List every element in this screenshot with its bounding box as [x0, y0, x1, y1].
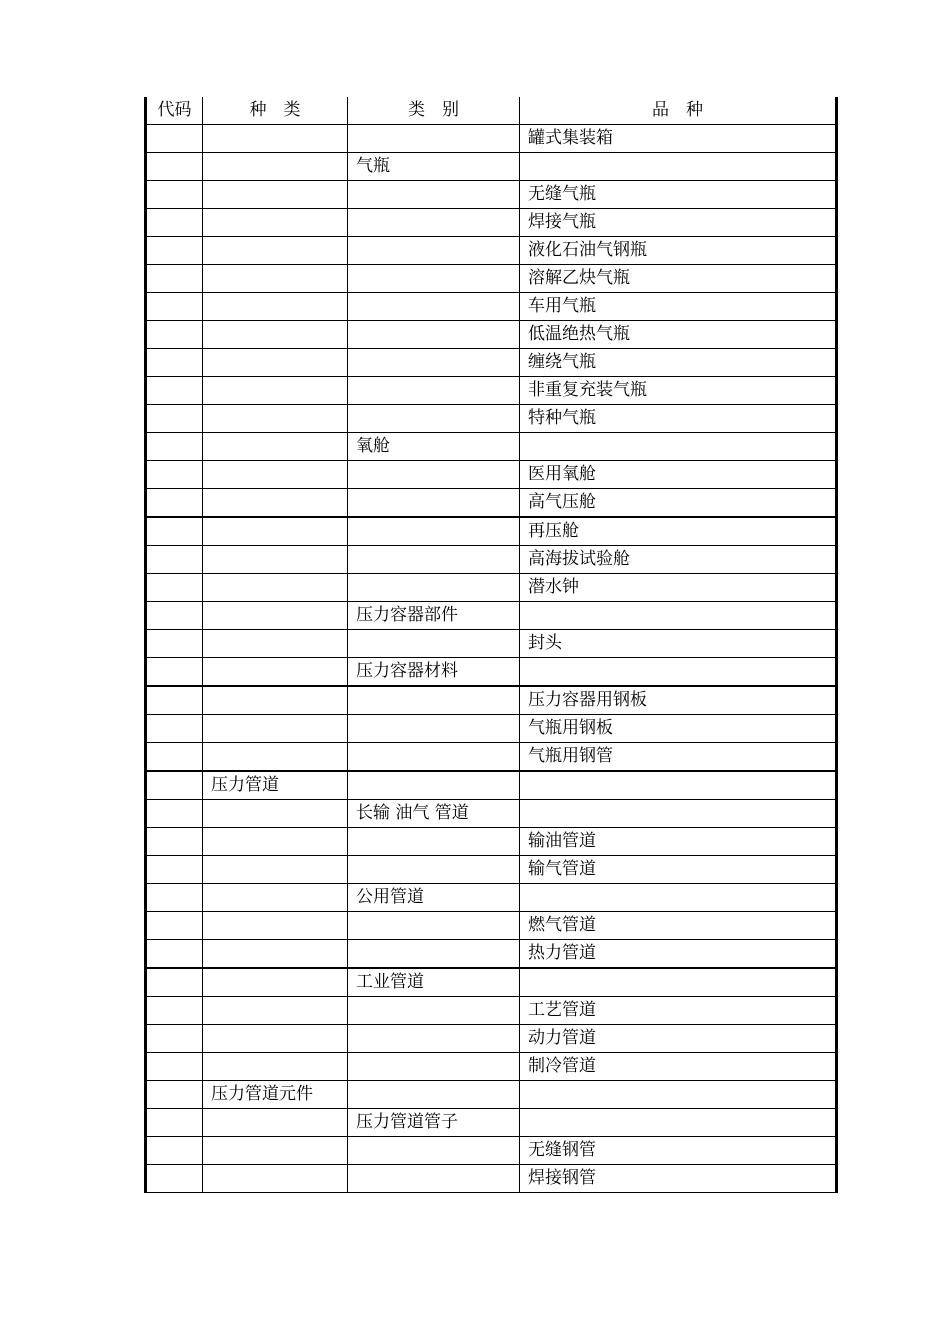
cell-category: [348, 630, 520, 658]
table-row: [146, 686, 837, 715]
cell-category: [348, 771, 520, 800]
cell-code: [146, 1109, 203, 1137]
cell-kind: [203, 1025, 348, 1053]
cell-category: [348, 321, 520, 349]
table-row: [146, 574, 837, 602]
cell-variety: 压力容器用钢板: [520, 686, 837, 715]
cell-kind: [203, 743, 348, 772]
cell-kind: [203, 153, 348, 181]
cell-variety: 再压舱: [520, 517, 837, 546]
table-row: [146, 321, 837, 349]
cell-code: [146, 433, 203, 461]
cell-variety: 输油管道: [520, 828, 837, 856]
cell-category: 压力容器部件: [348, 602, 520, 630]
cell-code: [146, 1081, 203, 1109]
header-row: [146, 97, 837, 125]
cell-code: [146, 293, 203, 321]
cell-kind: [203, 686, 348, 715]
cell-kind: [203, 630, 348, 658]
table-row: [146, 912, 837, 940]
cell-kind: [203, 968, 348, 997]
cell-kind: 压力管道: [203, 771, 348, 800]
table-row: [146, 265, 837, 293]
cell-variety: 动力管道: [520, 1025, 837, 1053]
table-row: [146, 715, 837, 743]
cell-kind: [203, 349, 348, 377]
cell-code: [146, 153, 203, 181]
cell-variety: 罐式集装箱: [520, 125, 837, 153]
cell-code: [146, 1053, 203, 1081]
cell-variety: 无缝钢管: [520, 1137, 837, 1165]
table-row: [146, 1053, 837, 1081]
cell-kind: [203, 828, 348, 856]
cell-code: [146, 377, 203, 405]
cell-category: [348, 405, 520, 433]
cell-variety: 制冷管道: [520, 1053, 837, 1081]
table-row: [146, 630, 837, 658]
table-row: [146, 153, 837, 181]
cell-variety: 气瓶用钢管: [520, 743, 837, 772]
cell-code: [146, 630, 203, 658]
cell-variety: [520, 602, 837, 630]
cell-code: [146, 658, 203, 687]
table-row: [146, 181, 837, 209]
cell-kind: [203, 125, 348, 153]
cell-kind: [203, 517, 348, 546]
cell-category: [348, 686, 520, 715]
cell-kind: [203, 433, 348, 461]
cell-variety: [520, 153, 837, 181]
cell-code: [146, 686, 203, 715]
cell-category: 压力容器材料: [348, 658, 520, 687]
cell-category: [348, 1081, 520, 1109]
cell-kind: [203, 293, 348, 321]
table-row: [146, 293, 837, 321]
cell-category: [348, 1053, 520, 1081]
cell-category: [348, 125, 520, 153]
cell-kind: [203, 1109, 348, 1137]
cell-category: [348, 209, 520, 237]
cell-variety: 医用氧舱: [520, 461, 837, 489]
cell-code: [146, 968, 203, 997]
header-variety: 品 种: [520, 97, 837, 125]
table-row: [146, 1137, 837, 1165]
cell-code: [146, 349, 203, 377]
cell-category: [348, 489, 520, 518]
table-row: [146, 800, 837, 828]
cell-variety: 特种气瓶: [520, 405, 837, 433]
cell-category: [348, 828, 520, 856]
cell-code: [146, 1137, 203, 1165]
cell-kind: [203, 800, 348, 828]
cell-category: [348, 293, 520, 321]
cell-kind: [203, 912, 348, 940]
table-row: [146, 209, 837, 237]
table-row: [146, 489, 837, 518]
cell-category: [348, 349, 520, 377]
cell-code: [146, 265, 203, 293]
cell-kind: [203, 884, 348, 912]
table-row: [146, 125, 837, 153]
cell-category: [348, 377, 520, 405]
cell-variety: [520, 800, 837, 828]
cell-variety: [520, 658, 837, 687]
cell-kind: [203, 940, 348, 969]
cell-category: 工业管道: [348, 968, 520, 997]
cell-variety: [520, 1081, 837, 1109]
cell-variety: 缠绕气瓶: [520, 349, 837, 377]
table-row: [146, 658, 837, 687]
cell-kind: [203, 1053, 348, 1081]
cell-code: [146, 209, 203, 237]
table-row: [146, 940, 837, 969]
cell-category: [348, 265, 520, 293]
cell-variety: 封头: [520, 630, 837, 658]
cell-variety: [520, 884, 837, 912]
table-row: [146, 771, 837, 800]
table-row: [146, 1109, 837, 1137]
table-row: [146, 1165, 837, 1193]
cell-variety: 溶解乙炔气瓶: [520, 265, 837, 293]
cell-category: [348, 181, 520, 209]
cell-category: 氧舱: [348, 433, 520, 461]
table-row: [146, 884, 837, 912]
header-category: 类 别: [348, 97, 520, 125]
cell-kind: [203, 181, 348, 209]
cell-category: [348, 546, 520, 574]
cell-category: [348, 856, 520, 884]
cell-variety: [520, 433, 837, 461]
cell-code: [146, 461, 203, 489]
table-row: [146, 602, 837, 630]
cell-category: 气瓶: [348, 153, 520, 181]
cell-category: [348, 912, 520, 940]
cell-variety: 低温绝热气瓶: [520, 321, 837, 349]
cell-kind: [203, 856, 348, 884]
cell-variety: 液化石油气钢瓶: [520, 237, 837, 265]
table-row: [146, 237, 837, 265]
cell-category: [348, 1137, 520, 1165]
cell-variety: 焊接钢管: [520, 1165, 837, 1193]
cell-code: [146, 181, 203, 209]
table-row: [146, 546, 837, 574]
cell-variety: 车用气瓶: [520, 293, 837, 321]
cell-category: [348, 1025, 520, 1053]
header-code: 代码: [146, 97, 203, 125]
cell-kind: [203, 405, 348, 433]
cell-kind: [203, 658, 348, 687]
cell-kind: [203, 997, 348, 1025]
cell-kind: [203, 265, 348, 293]
cell-variety: 工艺管道: [520, 997, 837, 1025]
cell-code: [146, 884, 203, 912]
table-row: [146, 405, 837, 433]
table-row: [146, 997, 837, 1025]
cell-kind: [203, 489, 348, 518]
table-row: [146, 856, 837, 884]
cell-code: [146, 517, 203, 546]
table-row: [146, 433, 837, 461]
table-row: [146, 517, 837, 546]
table-row: [146, 968, 837, 997]
cell-variety: 输气管道: [520, 856, 837, 884]
cell-variety: 燃气管道: [520, 912, 837, 940]
cell-code: [146, 940, 203, 969]
cell-code: [146, 237, 203, 265]
cell-category: [348, 1165, 520, 1193]
cell-kind: [203, 1137, 348, 1165]
cell-code: [146, 912, 203, 940]
cell-variety: 无缝气瓶: [520, 181, 837, 209]
cell-kind: [203, 1165, 348, 1193]
cell-code: [146, 715, 203, 743]
cell-variety: 非重复充装气瓶: [520, 377, 837, 405]
cell-kind: [203, 461, 348, 489]
cell-kind: 压力管道元件: [203, 1081, 348, 1109]
cell-category: [348, 574, 520, 602]
cell-code: [146, 1165, 203, 1193]
header-kind: 种 类: [203, 97, 348, 125]
cell-variety: 热力管道: [520, 940, 837, 969]
cell-variety: 气瓶用钢板: [520, 715, 837, 743]
table-row: [146, 743, 837, 772]
cell-category: [348, 461, 520, 489]
cell-code: [146, 546, 203, 574]
cell-kind: [203, 574, 348, 602]
table-row: [146, 349, 837, 377]
cell-code: [146, 856, 203, 884]
cell-kind: [203, 546, 348, 574]
cell-kind: [203, 209, 348, 237]
cell-variety: [520, 968, 837, 997]
cell-category: 压力管道管子: [348, 1109, 520, 1137]
cell-code: [146, 574, 203, 602]
category-table: [144, 97, 838, 1193]
cell-category: [348, 997, 520, 1025]
cell-kind: [203, 602, 348, 630]
cell-code: [146, 1025, 203, 1053]
table-row: [146, 461, 837, 489]
table-row: [146, 1081, 837, 1109]
cell-variety: 潜水钟: [520, 574, 837, 602]
cell-code: [146, 321, 203, 349]
cell-code: [146, 405, 203, 433]
cell-variety: 高海拔试验舱: [520, 546, 837, 574]
cell-code: [146, 828, 203, 856]
cell-category: [348, 517, 520, 546]
cell-category: [348, 940, 520, 969]
table-body: [146, 125, 837, 1193]
cell-variety: 焊接气瓶: [520, 209, 837, 237]
cell-code: [146, 800, 203, 828]
cell-category: [348, 743, 520, 772]
cell-code: [146, 125, 203, 153]
cell-code: [146, 743, 203, 772]
cell-code: [146, 602, 203, 630]
table-row: [146, 377, 837, 405]
cell-code: [146, 997, 203, 1025]
cell-code: [146, 489, 203, 518]
cell-kind: [203, 377, 348, 405]
cell-kind: [203, 321, 348, 349]
cell-code: [146, 771, 203, 800]
cell-variety: [520, 771, 837, 800]
cell-category: [348, 715, 520, 743]
cell-kind: [203, 715, 348, 743]
table-row: [146, 828, 837, 856]
cell-category: 公用管道: [348, 884, 520, 912]
cell-variety: [520, 1109, 837, 1137]
table-row: [146, 1025, 837, 1053]
cell-kind: [203, 237, 348, 265]
cell-category: [348, 237, 520, 265]
cell-variety: 高气压舱: [520, 489, 837, 518]
cell-category: 长输 油气 管道: [348, 800, 520, 828]
